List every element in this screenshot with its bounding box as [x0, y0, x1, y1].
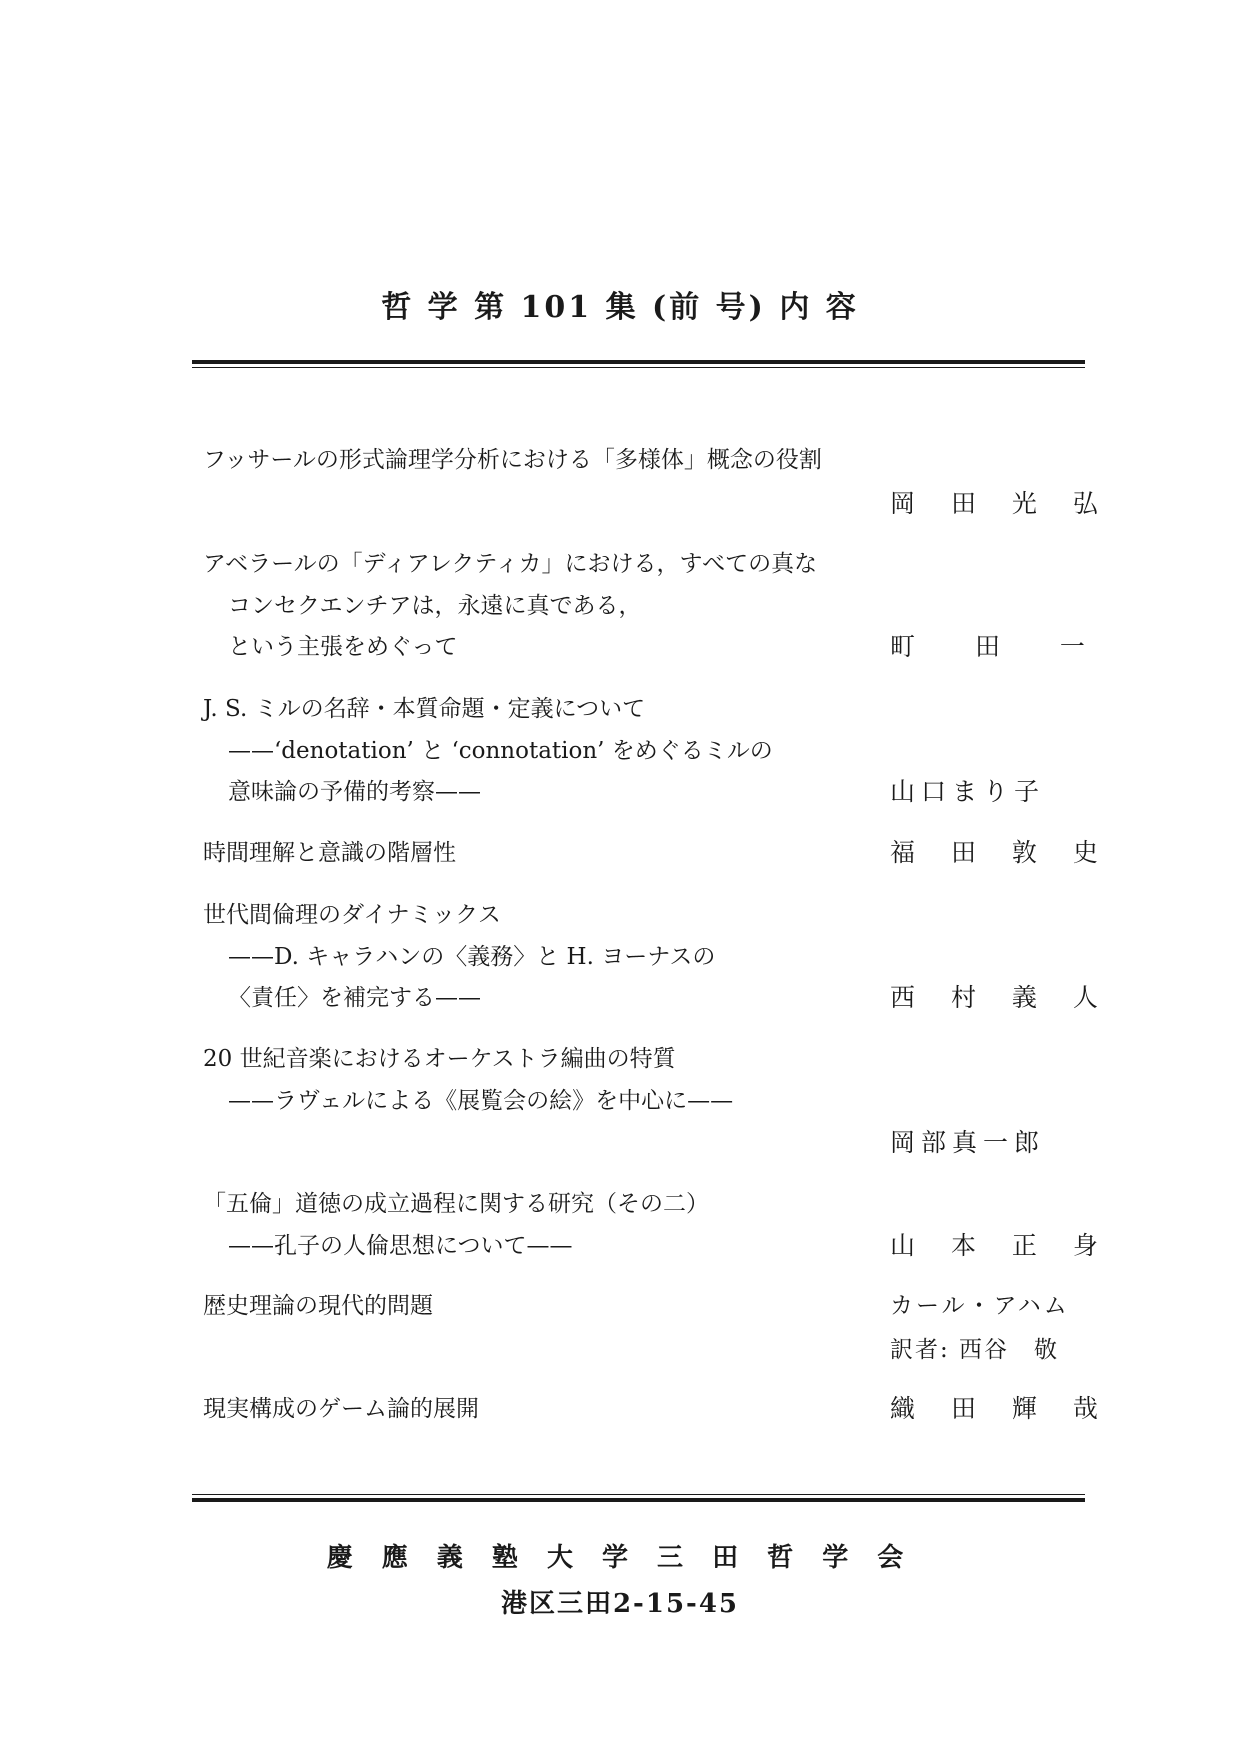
entry-title: アベラールの「ディアレクティカ」における，すべての真な [203, 551, 818, 577]
entry-author: 岡 田 光 弘 [890, 489, 1112, 518]
entry-title: 歴史理論の現代的問題 [203, 1293, 433, 1319]
entry-subtitle-cont: 意味論の予備的考察—— [228, 779, 481, 805]
entry-translator: 訳者: 西谷 敬 [890, 1337, 1060, 1363]
publisher-name: 慶 應 義 塾 大 学 三 田 哲 学 会 [326, 1543, 914, 1573]
entry-title: 「五倫」道徳の成立過程に関する研究（その二） [203, 1191, 709, 1217]
entry-subtitle: ——D. キャラハンの〈義務〉と H. ヨーナスの [228, 944, 716, 970]
publisher-address: 港区三田2-15-45 [500, 1589, 740, 1619]
entry-author: 山 本 正 身 [890, 1231, 1112, 1260]
entry-author: 西 村 義 人 [890, 983, 1112, 1012]
entry-subtitle: ——ラヴェルによる《展覧会の絵》を中心に—— [228, 1088, 734, 1114]
entry-author: 福 田 敦 史 [890, 838, 1112, 867]
entry-author: 織 田 輝 哉 [890, 1394, 1112, 1423]
entry-title: 現実構成のゲーム論的展開 [203, 1396, 479, 1422]
top-rule [192, 360, 1085, 368]
entry-title: 20 世紀音楽におけるオーケストラ編曲の特質 [203, 1046, 676, 1072]
entry-title: フッサールの形式論理学分析における「多様体」概念の役割 [203, 447, 822, 473]
entry-author: 山口まり子 [890, 777, 1046, 806]
entry-subtitle: ——‘denotation’ と ‘connotation’ をめぐるミルの [228, 738, 773, 764]
entry-title-cont: という主張をめぐって [228, 634, 458, 660]
page-title: 哲 学 第 101 集 (前 号) 内 容 [381, 290, 859, 325]
entry-title: 世代間倫理のダイナミックス [203, 902, 501, 928]
entry-title: J. S. ミルの名辞・本質命題・定義について [203, 696, 646, 722]
entry-author: カール・アハム [890, 1293, 1070, 1319]
entry-subtitle-cont: 〈責任〉を補完する—— [228, 985, 481, 1011]
entry-author: 町 田 一 [890, 632, 1111, 661]
entry-title-cont: コンセクエンチアは，永遠に真である， [228, 593, 642, 619]
entry-author: 岡部真一郎 [890, 1128, 1046, 1157]
entry-subtitle: ——孔子の人倫思想について—— [228, 1233, 573, 1259]
entry-title: 時間理解と意識の階層性 [203, 840, 456, 866]
bottom-rule [192, 1494, 1085, 1502]
